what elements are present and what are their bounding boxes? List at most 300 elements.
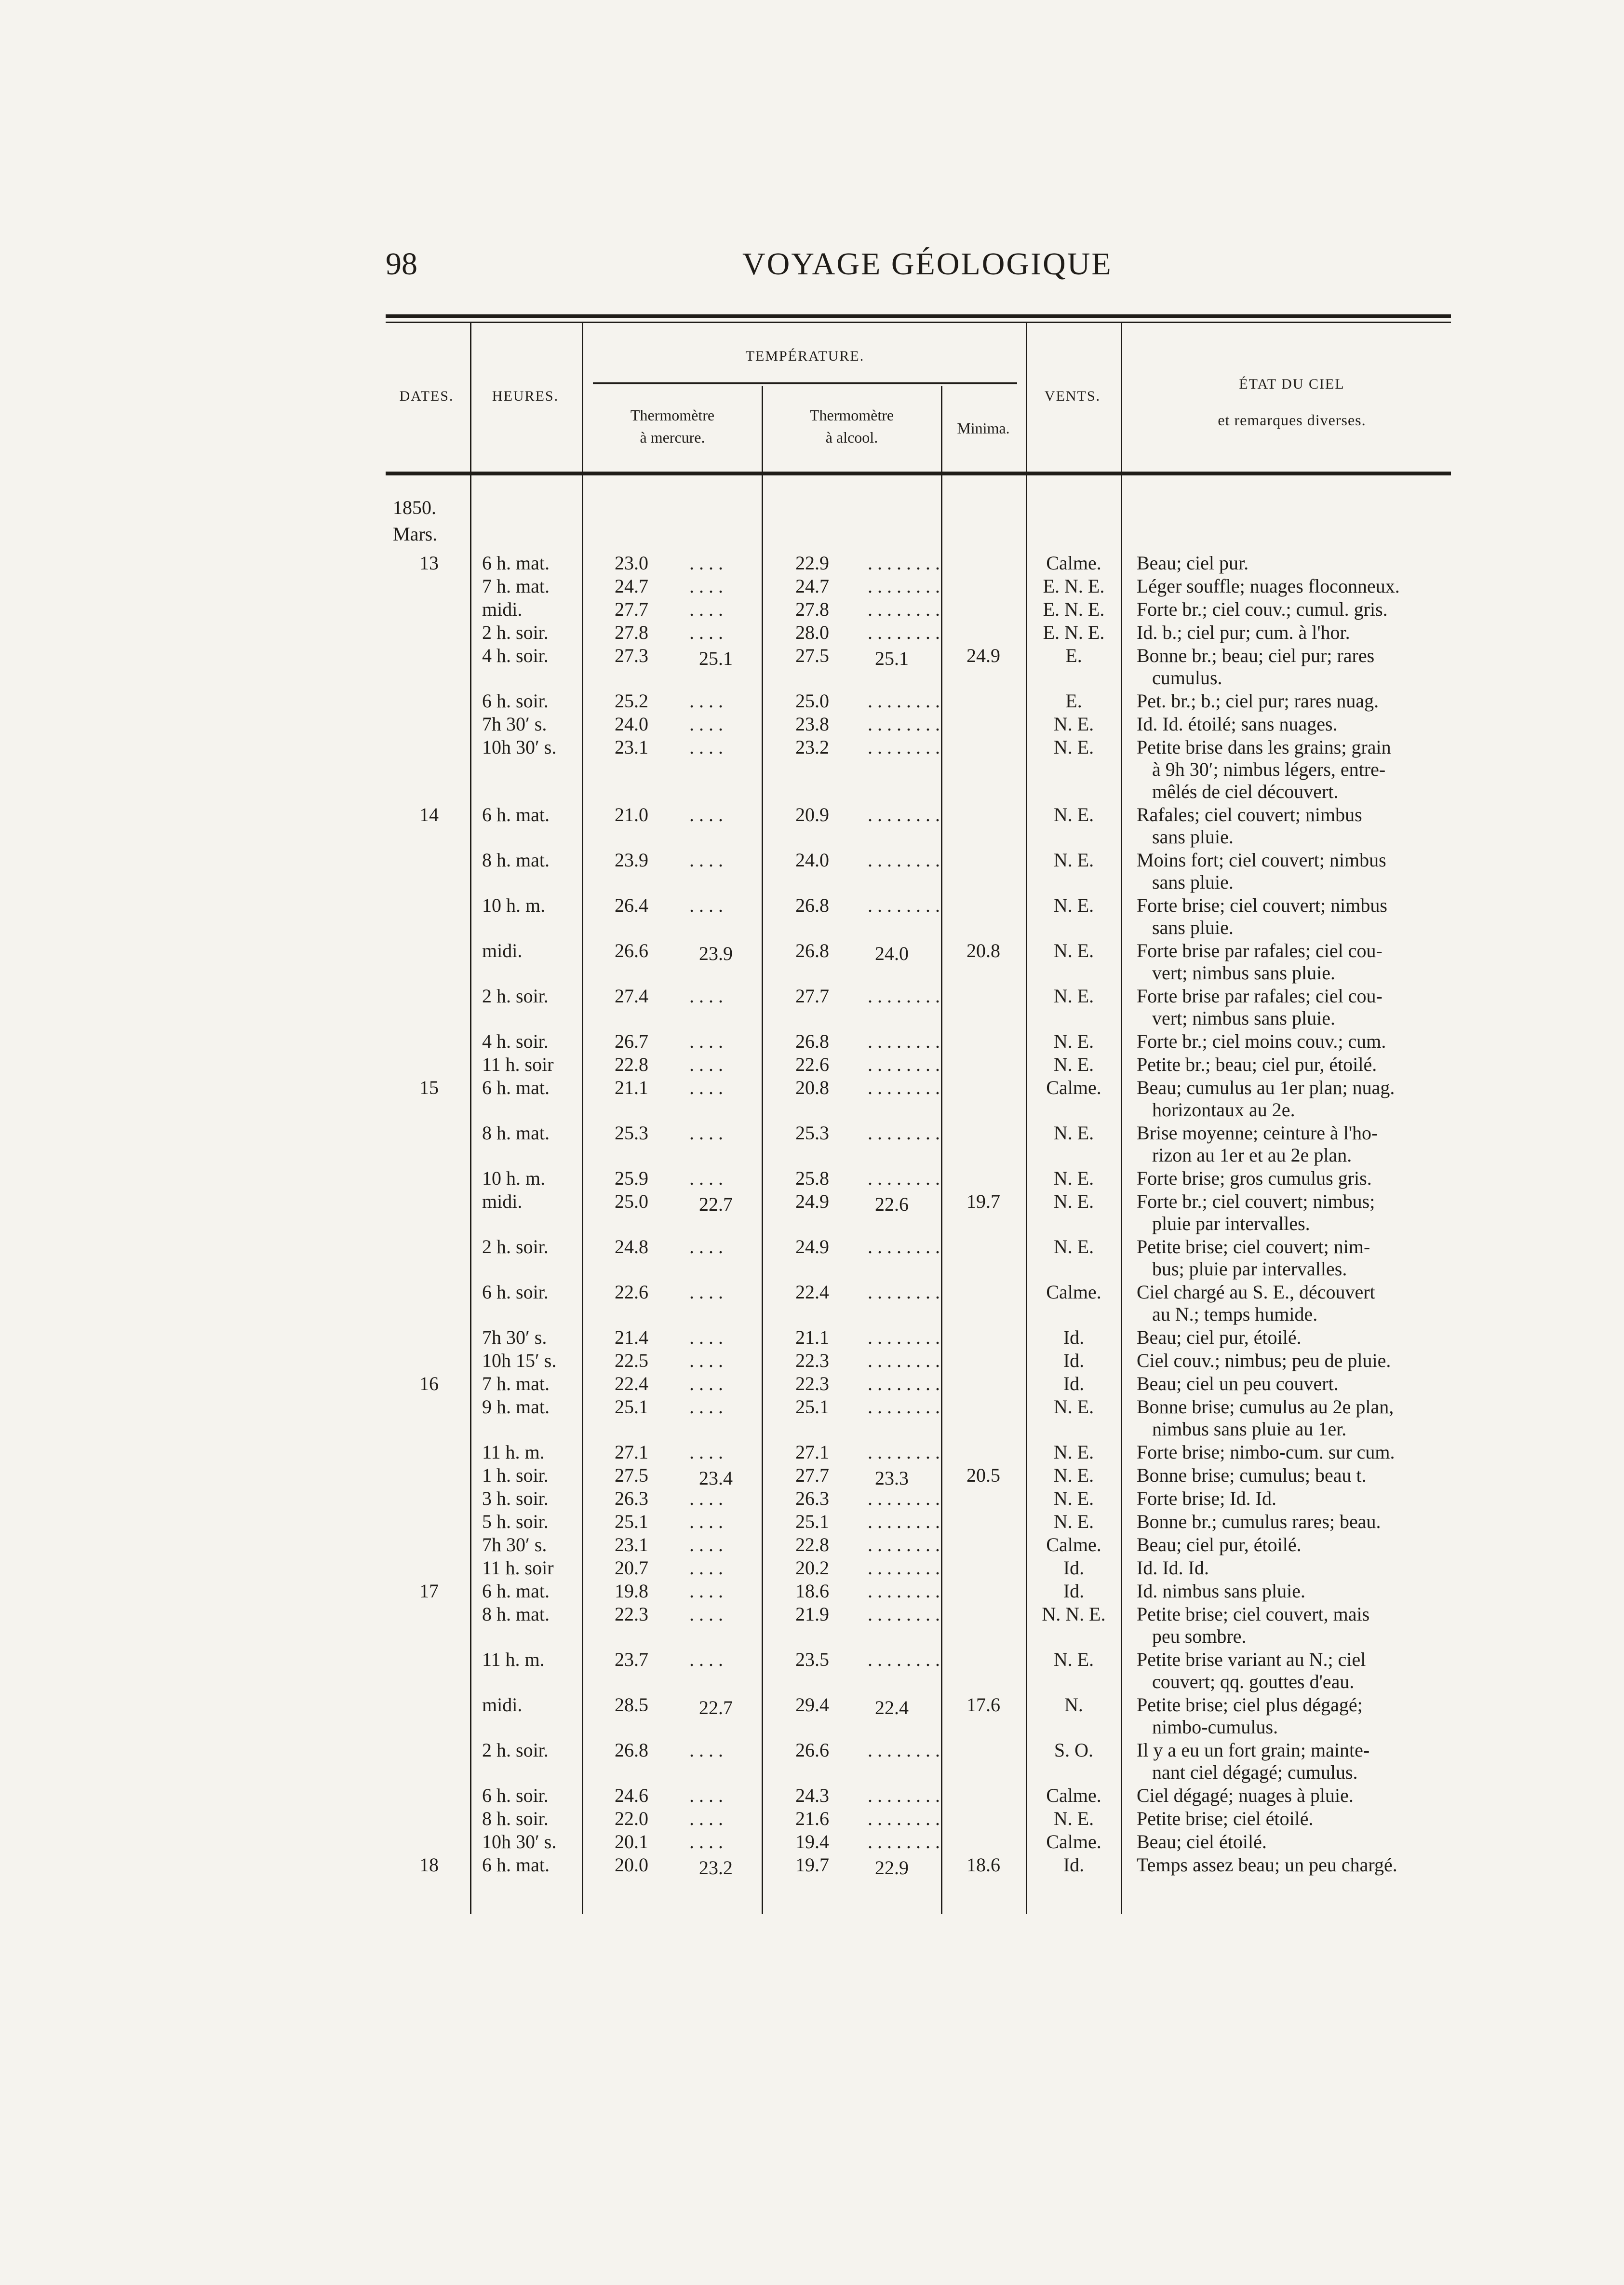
mercure-dots: .... bbox=[689, 1580, 728, 1602]
alcool-mean-cell: 23.3 bbox=[875, 1467, 909, 1489]
alcool-cell: 25.0 bbox=[795, 690, 829, 712]
remark-cell bbox=[1137, 1441, 1469, 1463]
alcool-dots: ........ bbox=[868, 985, 945, 1007]
mercure-dots: .... bbox=[689, 1511, 728, 1532]
remark-line: bus; pluie par intervalles. bbox=[1152, 1258, 1347, 1280]
remark-line: vert; nimbus sans pluie. bbox=[1152, 962, 1335, 984]
remark-cell bbox=[1137, 1831, 1469, 1853]
remark-line: Petite brise; ciel plus dégagé; bbox=[1137, 1694, 1363, 1716]
remark-line: Petite brise; ciel étoilé. bbox=[1137, 1808, 1314, 1829]
heure-cell: 4 h. soir. bbox=[482, 645, 549, 666]
vent-cell: N. E. bbox=[1053, 940, 1094, 961]
alcool-cell: 20.2 bbox=[795, 1557, 829, 1579]
heure-cell: 8 h. mat. bbox=[482, 1122, 550, 1144]
remark-line: sans pluie. bbox=[1152, 871, 1234, 893]
vent-cell: N. E. bbox=[1053, 1190, 1094, 1212]
remark-line: Beau; ciel pur, étoilé. bbox=[1137, 1326, 1302, 1348]
alcool-dots: ........ bbox=[868, 1030, 945, 1052]
alcool-cell: 23.5 bbox=[795, 1649, 829, 1670]
remark-line: sans pluie. bbox=[1152, 826, 1234, 848]
date-cell: 15 bbox=[419, 1077, 439, 1098]
vent-cell: N. E. bbox=[1053, 1487, 1094, 1509]
remark-line: couvert; qq. gouttes d'eau. bbox=[1152, 1671, 1355, 1692]
alcool-cell: 18.6 bbox=[795, 1580, 829, 1602]
vent-cell: Id. bbox=[1063, 1373, 1085, 1394]
alcool-dots: ........ bbox=[868, 804, 945, 825]
vent-cell: N. E. bbox=[1053, 1030, 1094, 1052]
mercure-dots: .... bbox=[689, 552, 728, 574]
remark-line: pluie par intervalles. bbox=[1152, 1213, 1310, 1234]
remark-cell bbox=[1137, 645, 1469, 689]
remark-cell bbox=[1137, 1854, 1469, 1876]
remark-line: horizontaux au 2e. bbox=[1152, 1099, 1295, 1121]
top-rule-thin bbox=[386, 322, 1451, 323]
mercure-cell: 27.4 bbox=[615, 985, 648, 1007]
vent-cell: N. E. bbox=[1053, 1511, 1094, 1532]
mercure-cell: 26.8 bbox=[615, 1739, 648, 1761]
heure-cell: midi. bbox=[482, 1694, 523, 1716]
mercure-dots: .... bbox=[689, 1030, 728, 1052]
remark-cell bbox=[1137, 985, 1469, 1029]
vent-cell: S. O. bbox=[1054, 1739, 1094, 1761]
vent-cell: N. bbox=[1064, 1694, 1083, 1716]
remark-line: Beau; ciel pur, étoilé. bbox=[1137, 1534, 1302, 1555]
alcool-cell: 29.4 bbox=[795, 1694, 829, 1716]
mercure-cell: 26.4 bbox=[615, 894, 648, 916]
mercure-cell: 25.2 bbox=[615, 690, 648, 712]
vent-cell: N. E. bbox=[1053, 1649, 1094, 1670]
top-rule bbox=[386, 314, 1451, 318]
remark-line: mêlés de ciel découvert. bbox=[1152, 781, 1339, 802]
remark-line: Moins fort; ciel couvert; nimbus bbox=[1137, 849, 1386, 871]
remark-cell bbox=[1137, 1281, 1469, 1325]
remark-line: Beau; cumulus au 1er plan; nuag. bbox=[1137, 1077, 1395, 1098]
alcool-cell: 25.3 bbox=[795, 1122, 829, 1144]
mercure-cell: 22.5 bbox=[615, 1350, 648, 1371]
remark-cell bbox=[1137, 849, 1469, 893]
heure-cell: 9 h. mat. bbox=[482, 1396, 550, 1418]
vent-cell: N. E. bbox=[1053, 804, 1094, 825]
heure-cell: 6 h. mat. bbox=[482, 1580, 550, 1602]
alcool-cell: 26.8 bbox=[795, 894, 829, 916]
minima-cell: 18.6 bbox=[966, 1854, 1000, 1876]
vline-3 bbox=[762, 386, 763, 1914]
mercure-mean-cell: 23.9 bbox=[699, 943, 733, 964]
mercure-mean-cell: 23.2 bbox=[699, 1857, 733, 1879]
vent-cell: E. bbox=[1065, 690, 1082, 712]
heure-cell: 10 h. m. bbox=[482, 1167, 546, 1189]
heure-cell: 8 h. mat. bbox=[482, 1603, 550, 1625]
mercure-cell: 22.0 bbox=[615, 1808, 648, 1829]
col-minima: Minima. bbox=[957, 419, 1010, 437]
mercure-dots: .... bbox=[689, 1649, 728, 1670]
remark-line: Léger souffle; nuages floconneux. bbox=[1137, 575, 1400, 597]
alcool-dots: ........ bbox=[868, 1511, 945, 1532]
heure-cell: 6 h. mat. bbox=[482, 1854, 550, 1876]
col-remarques: et remarques diverses. bbox=[1218, 411, 1366, 429]
mercure-cell: 21.1 bbox=[615, 1077, 648, 1098]
alcool-cell: 26.8 bbox=[795, 940, 829, 961]
mercure-cell: 27.3 bbox=[615, 645, 648, 666]
remark-cell bbox=[1137, 1122, 1469, 1166]
heure-cell: midi. bbox=[482, 940, 523, 961]
remark-line: Forte brise; nimbo-cum. sur cum. bbox=[1137, 1441, 1395, 1463]
mercure-mean-cell: 23.4 bbox=[699, 1467, 733, 1489]
remark-line: Rafales; ciel couvert; nimbus bbox=[1137, 804, 1362, 825]
minima-cell: 19.7 bbox=[966, 1190, 1000, 1212]
alcool-mean-cell: 22.9 bbox=[875, 1857, 909, 1879]
alcool-cell: 24.0 bbox=[795, 849, 829, 871]
alcool-dots: ........ bbox=[868, 1557, 945, 1579]
alcool-mean-cell: 24.0 bbox=[875, 943, 909, 964]
alcool-dots: ........ bbox=[868, 552, 945, 574]
alcool-dots: ........ bbox=[868, 1373, 945, 1394]
mercure-dots: .... bbox=[689, 1831, 728, 1852]
alcool-dots: ........ bbox=[868, 1077, 945, 1098]
alcool-cell: 27.8 bbox=[795, 598, 829, 620]
mercure-cell: 22.6 bbox=[615, 1281, 648, 1303]
alcool-dots: ........ bbox=[868, 736, 945, 758]
remark-cell bbox=[1137, 713, 1469, 735]
alcool-mean-cell: 25.1 bbox=[875, 648, 909, 669]
alcool-dots: ........ bbox=[868, 1122, 945, 1144]
alcool-dots: ........ bbox=[868, 1281, 945, 1303]
remark-line: Petite brise variant au N.; ciel bbox=[1137, 1649, 1366, 1670]
vline-1 bbox=[470, 323, 471, 1914]
remark-line: peu sombre. bbox=[1152, 1625, 1247, 1647]
mercure-cell: 24.7 bbox=[615, 575, 648, 597]
alcool-dots: ........ bbox=[868, 1785, 945, 1806]
heure-cell: 2 h. soir. bbox=[482, 1236, 549, 1257]
mercure-dots: .... bbox=[689, 622, 728, 643]
vent-cell: Calme. bbox=[1046, 1831, 1101, 1852]
heure-cell: 4 h. soir. bbox=[482, 1030, 549, 1052]
alcool-dots: ........ bbox=[868, 1534, 945, 1555]
heure-cell: 11 h. m. bbox=[482, 1649, 545, 1670]
remark-cell bbox=[1137, 1694, 1469, 1738]
mercure-cell: 27.5 bbox=[615, 1464, 648, 1486]
mercure-cell: 25.3 bbox=[615, 1122, 648, 1144]
remark-line: Pet. br.; b.; ciel pur; rares nuag. bbox=[1137, 690, 1379, 712]
page-number: 98 bbox=[386, 246, 417, 282]
alcool-dots: ........ bbox=[868, 1054, 945, 1075]
remark-line: Ciel dégagé; nuages à pluie. bbox=[1137, 1785, 1354, 1806]
vline-6 bbox=[1121, 323, 1122, 1914]
col-heures: HEURES. bbox=[492, 388, 559, 404]
alcool-cell: 25.1 bbox=[795, 1511, 829, 1532]
remark-cell bbox=[1137, 1487, 1469, 1510]
mercure-mean-cell: 25.1 bbox=[699, 648, 733, 669]
mercure-dots: .... bbox=[689, 894, 728, 916]
mercure-dots: .... bbox=[689, 1236, 728, 1257]
remark-cell bbox=[1137, 1464, 1469, 1487]
remark-line: Forte br.; ciel moins couv.; cum. bbox=[1137, 1030, 1386, 1052]
alcool-dots: ........ bbox=[868, 1441, 945, 1463]
mercure-cell: 19.8 bbox=[615, 1580, 648, 1602]
col-thermo-alcool bbox=[763, 404, 941, 448]
vent-cell: Calme. bbox=[1046, 1281, 1101, 1303]
remark-line: sans pluie. bbox=[1152, 917, 1234, 938]
alcool-cell: 27.5 bbox=[795, 645, 829, 666]
remark-line: Petite brise; ciel couvert; nim- bbox=[1137, 1236, 1370, 1257]
vent-cell: N. N. E. bbox=[1042, 1603, 1106, 1625]
alcool-cell: 24.9 bbox=[795, 1236, 829, 1257]
alcool-cell: 27.7 bbox=[795, 1464, 829, 1486]
remark-cell bbox=[1137, 690, 1469, 712]
mercure-dots: .... bbox=[689, 1441, 728, 1463]
heure-cell: 6 h. soir. bbox=[482, 1281, 549, 1303]
alcool-cell: 27.7 bbox=[795, 985, 829, 1007]
col-dates: DATES. bbox=[399, 388, 454, 404]
remark-cell bbox=[1137, 1373, 1469, 1395]
remark-cell bbox=[1137, 1167, 1469, 1190]
mercure-cell: 23.7 bbox=[615, 1649, 648, 1670]
remark-line: Brise moyenne; ceinture à l'ho- bbox=[1137, 1122, 1378, 1144]
heure-cell: 10h 15′ s. bbox=[482, 1350, 557, 1371]
thermo-alcool-line2: à alcool. bbox=[825, 429, 878, 446]
month-label: Mars. bbox=[393, 523, 438, 545]
alcool-cell: 26.3 bbox=[795, 1487, 829, 1509]
alcool-mean-cell: 22.6 bbox=[875, 1193, 909, 1215]
alcool-cell: 21.1 bbox=[795, 1326, 829, 1348]
remark-line: Forte brise par rafales; ciel cou- bbox=[1137, 940, 1382, 961]
remark-cell bbox=[1137, 1739, 1469, 1784]
vent-cell: N. E. bbox=[1053, 713, 1094, 735]
alcool-cell: 19.7 bbox=[795, 1854, 829, 1876]
alcool-dots: ........ bbox=[868, 1487, 945, 1509]
alcool-cell: 24.3 bbox=[795, 1785, 829, 1806]
alcool-dots: ........ bbox=[868, 598, 945, 620]
alcool-cell: 24.7 bbox=[795, 575, 829, 597]
remark-cell bbox=[1137, 1054, 1469, 1076]
heure-cell: 6 h. soir. bbox=[482, 690, 549, 712]
vent-cell: N. E. bbox=[1053, 1054, 1094, 1075]
mercure-cell: 24.0 bbox=[615, 713, 648, 735]
heure-cell: 2 h. soir. bbox=[482, 1739, 549, 1761]
heure-cell: 11 h. soir bbox=[482, 1054, 554, 1075]
heure-cell: 11 h. m. bbox=[482, 1441, 545, 1463]
heure-cell: 7h 30′ s. bbox=[482, 1326, 547, 1348]
mercure-dots: .... bbox=[689, 690, 728, 712]
heure-cell: 6 h. mat. bbox=[482, 804, 550, 825]
alcool-dots: ........ bbox=[868, 1580, 945, 1602]
remark-line: Id. nimbus sans pluie. bbox=[1137, 1580, 1305, 1602]
mercure-cell: 22.8 bbox=[615, 1054, 648, 1075]
alcool-dots: ........ bbox=[868, 713, 945, 735]
vent-cell: N. E. bbox=[1053, 1236, 1094, 1257]
date-cell: 16 bbox=[419, 1373, 439, 1394]
mercure-cell: 23.0 bbox=[615, 552, 648, 574]
alcool-dots: ........ bbox=[868, 1236, 945, 1257]
vent-cell: Id. bbox=[1063, 1350, 1085, 1371]
remark-line: Petite brise; ciel couvert, mais bbox=[1137, 1603, 1370, 1625]
vent-cell: N. E. bbox=[1053, 849, 1094, 871]
heure-cell: 1 h. soir. bbox=[482, 1464, 549, 1486]
mercure-dots: .... bbox=[689, 804, 728, 825]
remark-line: Ciel chargé au S. E., découvert bbox=[1137, 1281, 1375, 1303]
remark-line: Petite brise dans les grains; grain bbox=[1137, 736, 1391, 758]
alcool-dots: ........ bbox=[868, 575, 945, 597]
alcool-cell: 25.8 bbox=[795, 1167, 829, 1189]
remark-line: Bonne brise; cumulus; beau t. bbox=[1137, 1464, 1367, 1486]
remark-line: Bonne br.; cumulus rares; beau. bbox=[1137, 1511, 1381, 1532]
remark-cell bbox=[1137, 1077, 1469, 1121]
remark-line: Ciel couv.; nimbus; peu de pluie. bbox=[1137, 1350, 1391, 1371]
mercure-dots: .... bbox=[689, 1350, 728, 1371]
remark-cell bbox=[1137, 1350, 1469, 1372]
remark-line: Id. Id. étoilé; sans nuages. bbox=[1137, 713, 1338, 735]
vent-cell: N. E. bbox=[1053, 1441, 1094, 1463]
mercure-mean-cell: 22.7 bbox=[699, 1697, 733, 1718]
heure-cell: 7h 30′ s. bbox=[482, 1534, 547, 1555]
remark-line: Forte br.; ciel couvert; nimbus; bbox=[1137, 1190, 1375, 1212]
mercure-dots: .... bbox=[689, 736, 728, 758]
vent-cell: Id. bbox=[1063, 1854, 1085, 1876]
col-vents: VENTS. bbox=[1044, 388, 1101, 404]
vent-cell: Calme. bbox=[1046, 1785, 1101, 1806]
remark-cell bbox=[1137, 1236, 1469, 1280]
mercure-cell: 21.4 bbox=[615, 1326, 648, 1348]
vline-2 bbox=[582, 323, 583, 1914]
mercure-dots: .... bbox=[689, 1373, 728, 1394]
alcool-cell: 26.8 bbox=[795, 1030, 829, 1052]
remark-cell bbox=[1137, 1785, 1469, 1807]
remark-line: Forte brise; Id. Id. bbox=[1137, 1487, 1276, 1509]
mercure-cell: 28.5 bbox=[615, 1694, 648, 1716]
minima-cell: 20.5 bbox=[966, 1464, 1000, 1486]
mercure-dots: .... bbox=[689, 1396, 728, 1418]
alcool-dots: ........ bbox=[868, 1739, 945, 1761]
remark-line: Petite br.; beau; ciel pur, étoilé. bbox=[1137, 1054, 1377, 1075]
remark-line: rizon au 1er et au 2e plan. bbox=[1152, 1144, 1352, 1166]
alcool-cell: 22.4 bbox=[795, 1281, 829, 1303]
alcool-cell: 25.1 bbox=[795, 1396, 829, 1418]
remark-cell bbox=[1137, 1557, 1469, 1579]
remark-line: Beau; ciel étoilé. bbox=[1137, 1831, 1267, 1852]
remark-line: au N.; temps humide. bbox=[1152, 1303, 1318, 1325]
alcool-cell: 20.8 bbox=[795, 1077, 829, 1098]
mercure-dots: .... bbox=[689, 1534, 728, 1555]
alcool-dots: ........ bbox=[868, 894, 945, 916]
heure-cell: 7h 30′ s. bbox=[482, 713, 547, 735]
mercure-dots: .... bbox=[689, 1808, 728, 1829]
remark-line: Bonne brise; cumulus au 2e plan, bbox=[1137, 1396, 1394, 1418]
remark-cell bbox=[1137, 1808, 1469, 1830]
remark-cell bbox=[1137, 1396, 1469, 1440]
date-cell: 13 bbox=[419, 552, 439, 574]
remark-cell bbox=[1137, 1511, 1469, 1533]
mercure-dots: .... bbox=[689, 575, 728, 597]
alcool-cell: 23.2 bbox=[795, 736, 829, 758]
alcool-dots: ........ bbox=[868, 1808, 945, 1829]
remark-cell bbox=[1137, 940, 1469, 984]
mercure-dots: .... bbox=[689, 849, 728, 871]
mercure-dots: .... bbox=[689, 1603, 728, 1625]
alcool-cell: 21.9 bbox=[795, 1603, 829, 1625]
mercure-cell: 25.0 bbox=[615, 1190, 648, 1212]
remark-cell bbox=[1137, 598, 1469, 621]
remark-line: Forte br.; ciel couv.; cumul. gris. bbox=[1137, 598, 1388, 620]
vent-cell: Calme. bbox=[1046, 1077, 1101, 1098]
alcool-cell: 23.8 bbox=[795, 713, 829, 735]
year-label: 1850. bbox=[393, 497, 436, 518]
remark-line: Il y a eu un fort grain; mainte- bbox=[1137, 1739, 1370, 1761]
remark-line: Beau; ciel un peu couvert. bbox=[1137, 1373, 1339, 1394]
mercure-cell: 22.4 bbox=[615, 1373, 648, 1394]
remark-cell bbox=[1137, 1030, 1469, 1053]
vent-cell: E. N. E. bbox=[1043, 598, 1105, 620]
alcool-dots: ........ bbox=[868, 849, 945, 871]
heure-cell: 6 h. soir. bbox=[482, 1785, 549, 1806]
remark-line: vert; nimbus sans pluie. bbox=[1152, 1007, 1335, 1029]
vent-cell: Id. bbox=[1063, 1557, 1085, 1579]
remark-line: nant ciel dégagé; cumulus. bbox=[1152, 1761, 1358, 1783]
header-rule bbox=[386, 472, 1451, 475]
alcool-cell: 19.4 bbox=[795, 1831, 829, 1852]
heure-cell: 10h 30′ s. bbox=[482, 736, 557, 758]
vent-cell: E. N. E. bbox=[1043, 575, 1105, 597]
thermo-mercure-line2: à mercure. bbox=[640, 429, 705, 446]
mercure-dots: .... bbox=[689, 1077, 728, 1098]
mercure-cell: 26.3 bbox=[615, 1487, 648, 1509]
remark-line: nimbo-cumulus. bbox=[1152, 1716, 1278, 1738]
vent-cell: N. E. bbox=[1053, 1396, 1094, 1418]
mercure-cell: 27.1 bbox=[615, 1441, 648, 1463]
remark-line: Id. b.; ciel pur; cum. à l'hor. bbox=[1137, 622, 1350, 643]
thermo-mercure-line1: Thermomètre bbox=[630, 406, 715, 424]
mercure-cell: 25.9 bbox=[615, 1167, 648, 1189]
alcool-dots: ........ bbox=[868, 622, 945, 643]
mercure-cell: 26.7 bbox=[615, 1030, 648, 1052]
mercure-dots: .... bbox=[689, 1281, 728, 1303]
alcool-cell: 22.6 bbox=[795, 1054, 829, 1075]
alcool-dots: ........ bbox=[868, 1831, 945, 1852]
remark-cell bbox=[1137, 622, 1469, 644]
col-etat-ciel: ÉTAT DU CIEL bbox=[1239, 376, 1345, 392]
alcool-cell: 28.0 bbox=[795, 622, 829, 643]
alcool-cell: 22.3 bbox=[795, 1373, 829, 1394]
heure-cell: 2 h. soir. bbox=[482, 622, 549, 643]
heure-cell: 11 h. soir bbox=[482, 1557, 554, 1579]
remark-cell bbox=[1137, 1603, 1469, 1648]
heure-cell: midi. bbox=[482, 1190, 523, 1212]
mercure-cell: 20.1 bbox=[615, 1831, 648, 1852]
alcool-cell: 22.8 bbox=[795, 1534, 829, 1555]
remark-cell bbox=[1137, 1190, 1469, 1235]
mercure-cell: 27.7 bbox=[615, 598, 648, 620]
alcool-cell: 27.1 bbox=[795, 1441, 829, 1463]
remark-line: Forte brise; ciel couvert; nimbus bbox=[1137, 894, 1387, 916]
thermo-alcool-line1: Thermomètre bbox=[809, 406, 894, 424]
mercure-cell: 26.6 bbox=[615, 940, 648, 961]
mercure-cell: 23.1 bbox=[615, 1534, 648, 1555]
mercure-cell: 23.9 bbox=[615, 849, 648, 871]
alcool-cell: 22.3 bbox=[795, 1350, 829, 1371]
date-cell: 14 bbox=[419, 804, 439, 825]
remark-line: à 9h 30′; nimbus légers, entre- bbox=[1152, 758, 1386, 780]
heure-cell: 10h 30′ s. bbox=[482, 1831, 557, 1852]
heure-cell: 7 h. mat. bbox=[482, 1373, 550, 1394]
mercure-dots: .... bbox=[689, 598, 728, 620]
mercure-cell: 20.0 bbox=[615, 1854, 648, 1876]
mercure-cell: 21.0 bbox=[615, 804, 648, 825]
mercure-mean-cell: 22.7 bbox=[699, 1193, 733, 1215]
alcool-dots: ........ bbox=[868, 690, 945, 712]
mercure-cell: 24.6 bbox=[615, 1785, 648, 1806]
date-cell: 18 bbox=[419, 1854, 439, 1876]
mercure-cell: 24.8 bbox=[615, 1236, 648, 1257]
vent-cell: N. E. bbox=[1053, 1464, 1094, 1486]
